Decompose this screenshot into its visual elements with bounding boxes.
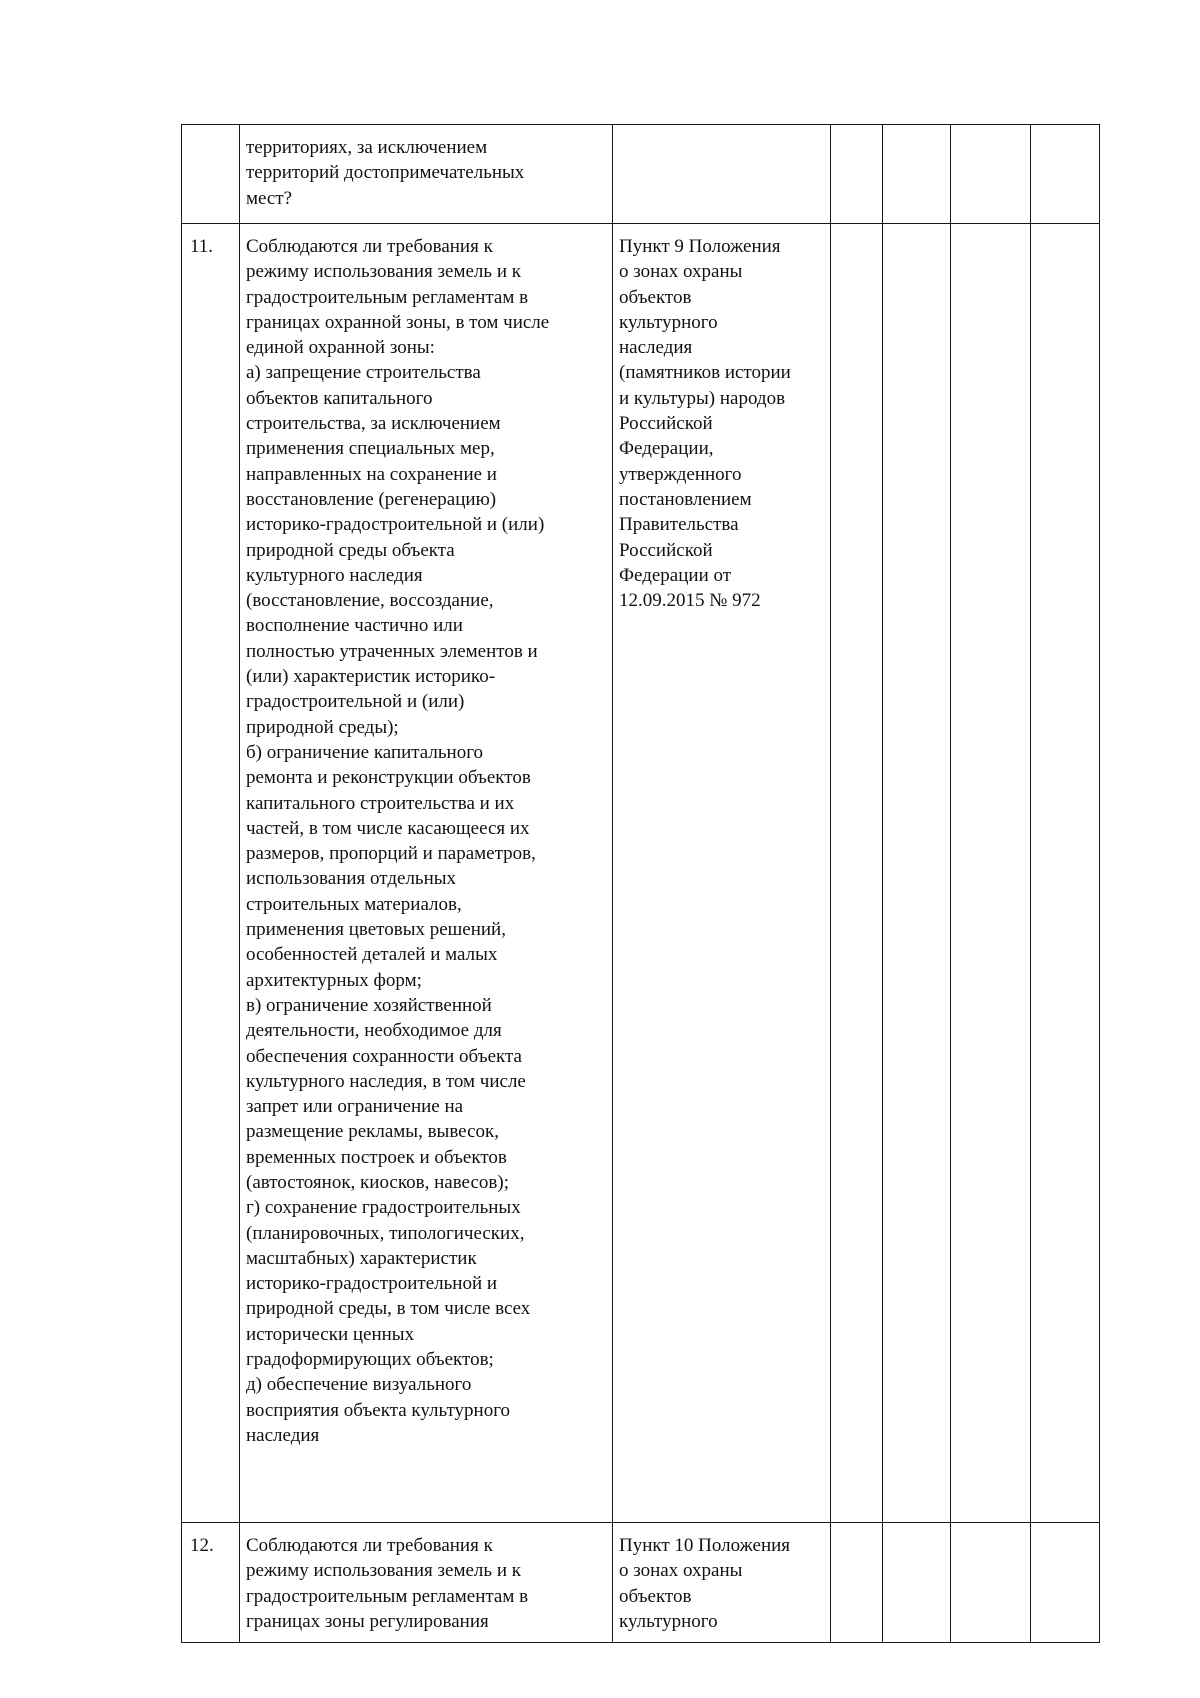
reference-text-line: о зонах охраны bbox=[619, 1560, 743, 1582]
question-text-line: градостроительным регламентам в bbox=[246, 1585, 529, 1607]
reference-text-line: утвержденного bbox=[619, 463, 742, 485]
reference-cell bbox=[613, 125, 831, 224]
question-text-line: б) ограничение капитального bbox=[246, 741, 484, 763]
question-text-line: (планировочных, типологических, bbox=[246, 1222, 525, 1244]
question-text-line: запрет или ограничение на bbox=[246, 1096, 464, 1118]
answer-no-cell bbox=[883, 1523, 951, 1643]
reference-text-line: культурного bbox=[619, 1610, 718, 1632]
question-text-line: мест? bbox=[246, 187, 293, 209]
question-text-line: направленных на сохранение и bbox=[246, 463, 497, 485]
question-text-line: режиму использования земель и к bbox=[246, 1560, 521, 1582]
question-text-line: природной среды, в том числе всех bbox=[246, 1298, 531, 1320]
question-text-line: восполнение частично или bbox=[246, 615, 463, 637]
reference-text-line: постановлением bbox=[619, 488, 752, 510]
question-text-line: в) ограничение хозяйственной bbox=[246, 994, 492, 1016]
question-text-line: территорий достопримечательных bbox=[246, 162, 525, 184]
notes-cell bbox=[1031, 125, 1100, 224]
reference-text-line: Федерации, bbox=[619, 438, 714, 460]
question-text-line: территориях, за исключением bbox=[246, 137, 488, 158]
question-text-line: масштабных) характеристик bbox=[246, 1247, 477, 1269]
answer-not-applicable-cell bbox=[951, 224, 1031, 1523]
reference-text-line: Российской bbox=[619, 539, 713, 561]
question-cell bbox=[240, 1523, 613, 1643]
question-text-line: обеспечения сохранности объекта bbox=[246, 1045, 522, 1067]
question-text-line: строительных материалов, bbox=[246, 893, 462, 915]
notes-cell bbox=[1031, 224, 1100, 1523]
answer-not-applicable-cell bbox=[951, 125, 1031, 224]
question-text-line: размеров, пропорций и параметров, bbox=[246, 843, 536, 865]
reference-text-line: Российской bbox=[619, 413, 713, 435]
question-text-line: природной среды); bbox=[246, 716, 399, 738]
reference-text-line: культурного bbox=[619, 311, 718, 333]
question-text-line: строительства, за исключением bbox=[246, 413, 501, 435]
question-text-line: единой охранной зоны: bbox=[246, 337, 435, 359]
reference-text-line: наследия bbox=[619, 337, 693, 359]
question-text-line: историко-градостроительной и (или) bbox=[246, 514, 545, 536]
question-text-line: градостроительным регламентам в bbox=[246, 286, 529, 308]
question-text-line: применения цветовых решений, bbox=[246, 919, 506, 941]
question-text-line: ремонта и реконструкции объектов bbox=[246, 767, 531, 789]
question-text-line: восстановление (регенерацию) bbox=[246, 488, 497, 510]
question-text-line: деятельности, необходимое для bbox=[246, 1020, 502, 1042]
question-text-line: д) обеспечение визуального bbox=[246, 1374, 472, 1396]
table-row bbox=[182, 1523, 1100, 1643]
table-row bbox=[182, 125, 1100, 224]
question-text-line: а) запрещение строительства bbox=[246, 362, 481, 384]
reference-text-line: о зонах охраны bbox=[619, 261, 743, 283]
question-text-line: особенностей деталей и малых bbox=[246, 944, 498, 966]
question-cell bbox=[240, 224, 613, 1523]
question-text-line: культурного наследия bbox=[246, 564, 423, 586]
question-text-line: г) сохранение градостроительных bbox=[246, 1197, 521, 1219]
question-text-line: капитального строительства и их bbox=[246, 792, 515, 814]
question-text-line: градоформирующих объектов; bbox=[246, 1349, 494, 1371]
checklist-table bbox=[181, 124, 1100, 1643]
question-text-line: исторически ценных bbox=[246, 1323, 415, 1345]
question-text-line: градостроительной и (или) bbox=[246, 691, 465, 713]
question-text-line: культурного наследия, в том числе bbox=[246, 1070, 526, 1092]
question-text-line: архитектурных форм; bbox=[246, 969, 422, 991]
question-text-line: размещение рекламы, вывесок, bbox=[246, 1121, 499, 1143]
reference-text-line: Пункт 9 Положения bbox=[619, 236, 781, 257]
question-text-line: Соблюдаются ли требования к bbox=[246, 1535, 493, 1556]
question-text-line: режиму использования земель и к bbox=[246, 261, 521, 283]
reference-text-line: 12.09.2015 № 972 bbox=[619, 590, 761, 612]
answer-no-cell bbox=[883, 224, 951, 1523]
question-text-line: полностью утраченных элементов и bbox=[246, 640, 538, 662]
reference-text-line: (памятников истории bbox=[619, 362, 791, 384]
question-text-line: границах охранной зоны, в том числе bbox=[246, 311, 550, 333]
reference-text-line: объектов bbox=[619, 286, 692, 308]
question-text-line: историко-градостроительной и bbox=[246, 1273, 498, 1295]
question-text-line: использования отдельных bbox=[246, 868, 457, 890]
reference-text-line: объектов bbox=[619, 1585, 692, 1607]
row-number-cell bbox=[182, 224, 240, 1523]
question-text-line: частей, в том числе касающееся их bbox=[246, 817, 530, 839]
answer-not-applicable-cell bbox=[951, 1523, 1031, 1643]
row-number: 12. bbox=[190, 1535, 214, 1556]
row-number-cell bbox=[182, 1523, 240, 1643]
question-text-line: наследия bbox=[246, 1424, 320, 1446]
question-text-line: природной среды объекта bbox=[246, 539, 455, 561]
question-text-line: объектов капитального bbox=[246, 387, 433, 409]
notes-cell bbox=[1031, 1523, 1100, 1643]
answer-yes-cell bbox=[831, 1523, 883, 1643]
reference-text-line: Правительства bbox=[619, 514, 739, 536]
question-text-line: границах зоны регулирования bbox=[246, 1610, 489, 1632]
reference-cell bbox=[613, 224, 831, 1523]
reference-text-line: Федерации от bbox=[619, 564, 732, 586]
question-text-line: восприятия объекта культурного bbox=[246, 1399, 511, 1421]
reference-text-line: и культуры) народов bbox=[619, 387, 786, 409]
question-text-line: (восстановление, воссоздание, bbox=[246, 590, 494, 612]
answer-no-cell bbox=[883, 125, 951, 224]
reference-text-line: Пункт 10 Положения bbox=[619, 1535, 791, 1556]
row-number: 11. bbox=[190, 236, 214, 257]
question-text-line: временных построек и объектов bbox=[246, 1146, 507, 1168]
question-text-line: (или) характеристик историко- bbox=[246, 666, 496, 688]
answer-yes-cell bbox=[831, 125, 883, 224]
question-text-line: (автостоянок, киосков, навесов); bbox=[246, 1171, 509, 1193]
reference-cell bbox=[613, 1523, 831, 1643]
row-number-cell bbox=[182, 125, 240, 224]
answer-yes-cell bbox=[831, 224, 883, 1523]
question-text-line: применения специальных мер, bbox=[246, 438, 495, 460]
question-text-line: Соблюдаются ли требования к bbox=[246, 236, 493, 257]
question-cell bbox=[240, 125, 613, 224]
table-row bbox=[182, 224, 1100, 1523]
